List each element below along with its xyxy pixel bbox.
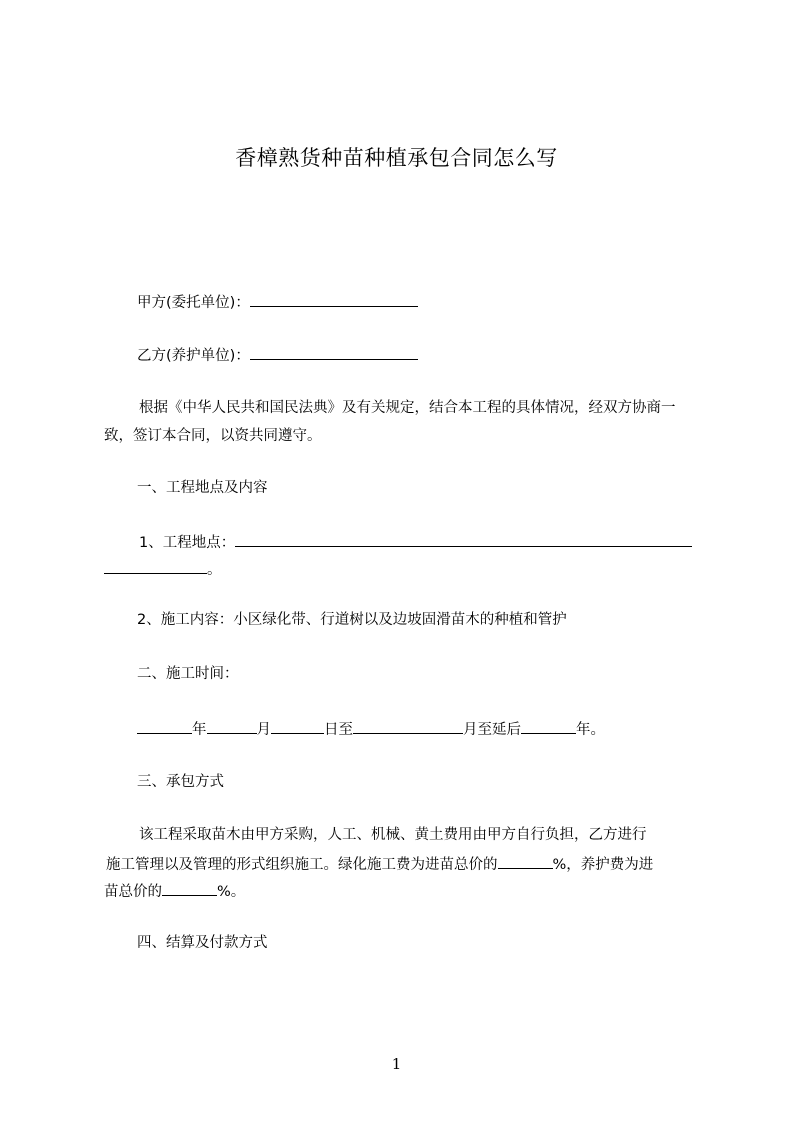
end-month-blank bbox=[353, 718, 463, 734]
location-blank-cont bbox=[104, 558, 207, 574]
location-line-cont bbox=[104, 558, 222, 580]
maintenance-total-label: 苗总价的 bbox=[104, 884, 162, 900]
location-end: 。 bbox=[207, 562, 222, 578]
document-title: 香樟熟货种苗种植承包合同怎么写 bbox=[235, 146, 558, 170]
section2-heading: 二、施工时间： bbox=[137, 666, 239, 682]
month-extend-label: 月至延后 bbox=[463, 722, 521, 738]
party-b-line bbox=[137, 344, 418, 366]
construction-content: 2、施工内容：小区绿化带、行道树以及边坡固滑苗木的种植和管护 bbox=[137, 612, 567, 628]
year-blank bbox=[137, 718, 192, 734]
year-end-label: 年。 bbox=[576, 722, 605, 738]
day-blank bbox=[271, 718, 324, 734]
section4-heading: 四、结算及付款方式 bbox=[137, 935, 268, 951]
day-to-label: 日至 bbox=[324, 722, 353, 738]
section3-line3 bbox=[104, 880, 245, 902]
section3-line1: 该工程采取苗木由甲方采购，人工、机械、黄土费用由甲方自行负担，乙方进行 bbox=[139, 827, 647, 843]
location-line bbox=[139, 531, 692, 553]
section1-heading: 一、工程地点及内容 bbox=[137, 480, 268, 496]
time-line bbox=[137, 718, 605, 740]
maintenance-fee-blank bbox=[162, 880, 217, 896]
maintenance-fee-label: %，养护费为进 bbox=[552, 857, 654, 873]
location-label: 1、工程地点： bbox=[139, 535, 236, 551]
party-b-blank bbox=[250, 344, 418, 360]
month-blank bbox=[207, 718, 257, 734]
party-a-label: 甲方(委托单位)： bbox=[137, 295, 250, 311]
month-label: 月 bbox=[256, 722, 271, 738]
extend-year-blank bbox=[521, 718, 576, 734]
party-a-blank bbox=[250, 291, 418, 307]
party-b-label: 乙方(养护单位)： bbox=[137, 348, 250, 364]
year-label: 年 bbox=[192, 722, 207, 738]
location-blank bbox=[235, 531, 692, 547]
party-a-line bbox=[137, 291, 418, 313]
maintenance-percent: %。 bbox=[217, 884, 246, 900]
construction-fee-label: 施工管理以及管理的形式组织施工。绿化施工费为进苗总价的 bbox=[106, 857, 498, 873]
intro-paragraph: 根据《中华人民共和国民法典》及有关规定，结合本工程的具体情况，经双方协商一致，签订本合同，以资共同遵守。 bbox=[104, 400, 676, 444]
construction-fee-blank bbox=[498, 853, 553, 869]
section3-heading: 三、承包方式 bbox=[137, 774, 224, 790]
section3-line2 bbox=[106, 853, 653, 875]
page-number: 1 bbox=[391, 1055, 402, 1073]
